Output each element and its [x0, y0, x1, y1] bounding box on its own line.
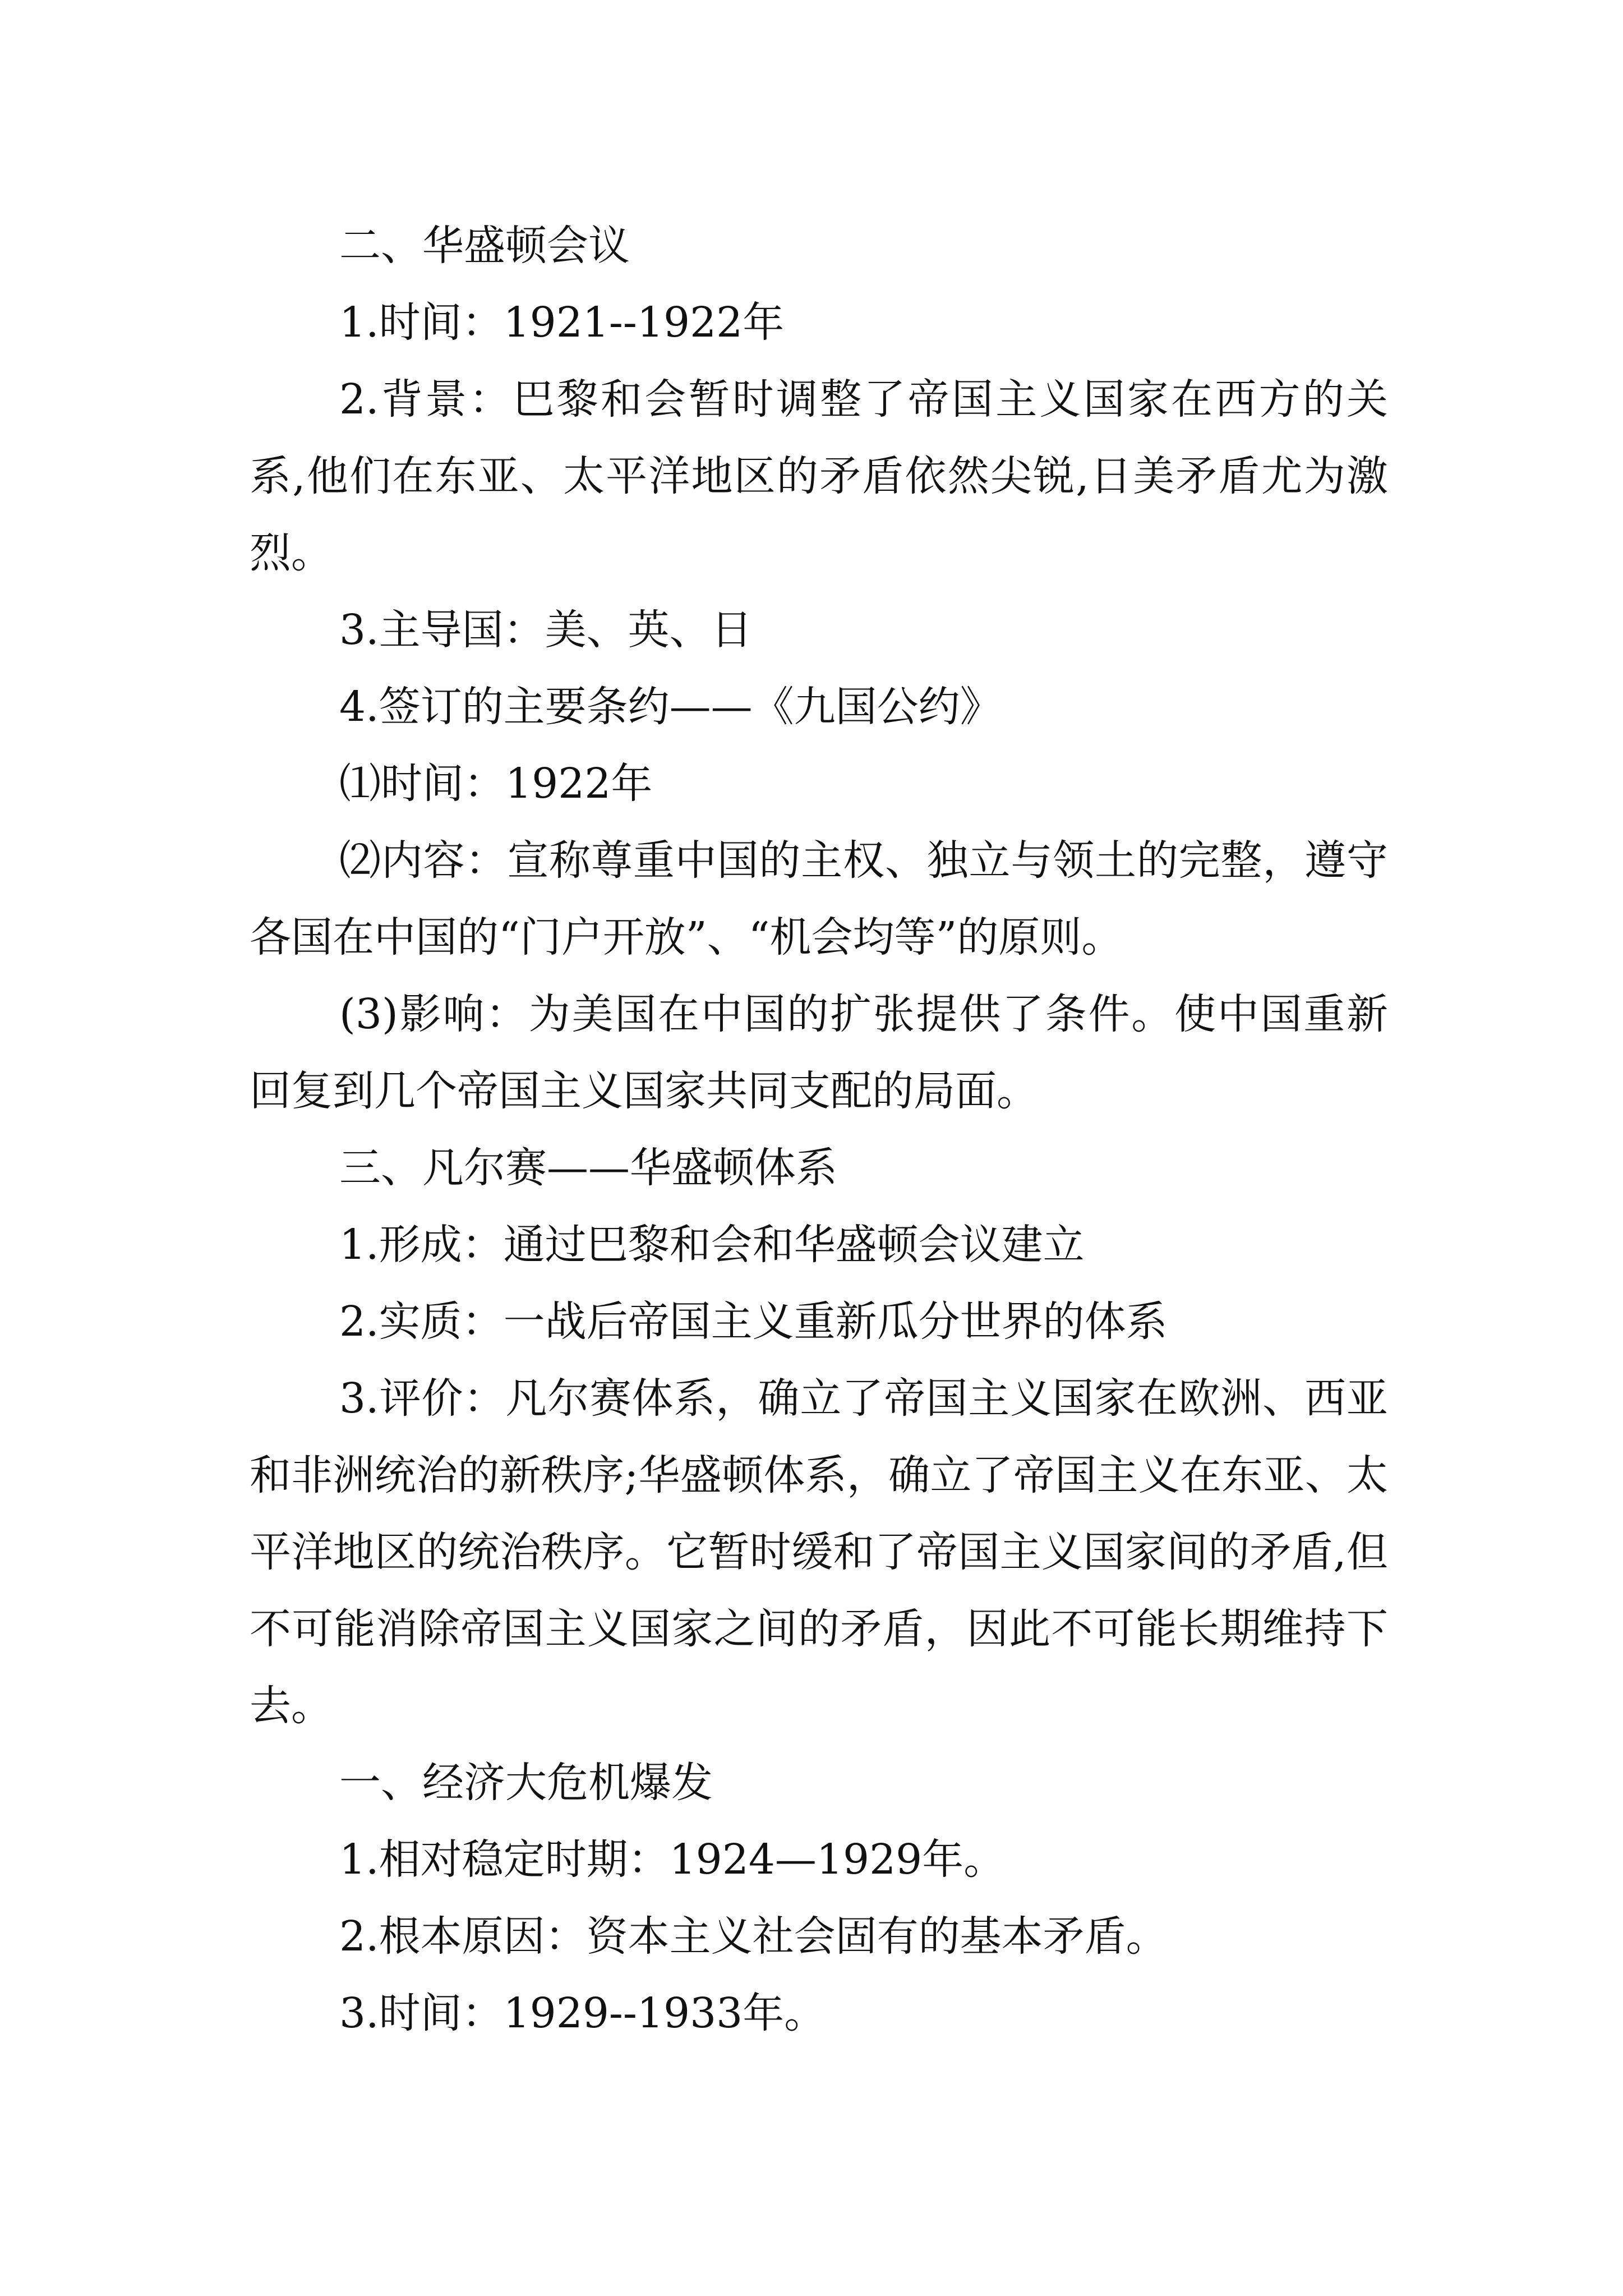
document-page [250, 208, 1388, 2052]
paragraph-formation: 1.形成：通过巴黎和会和华盛顿会议建立 [339, 1221, 1085, 1269]
paragraph-treaty-time: ⑴时间：1922年 [339, 760, 653, 808]
heading-economic-crisis: 一、经济大危机爆发 [339, 1759, 713, 1807]
paragraph-evaluation: 3.评价：凡尔赛体系，确立了帝国主义国家在欧洲、西亚和非洲统治的新秩序;华盛顿体系，确立了帝国主义在东亚、太平洋地区的统治秩序。它暂时缓和了帝国主义国家间的矛盾,但不可能消除帝国主义国家之间的矛盾，因此不可能长期维持下去。 [250, 1374, 1388, 1730]
paragraph-root-cause: 2.根本原因：资本主义社会固有的基本矛盾。 [339, 1912, 1168, 1961]
paragraph-treaty-impact: (3)影响：为美国在中国的扩张提供了条件。使中国重新回复到几个帝国主义国家共同支配的局面。 [250, 990, 1388, 1115]
paragraph-stable-period: 1.相对稳定时期：1924—1929年。 [339, 1835, 1006, 1884]
paragraph-essence: 2.实质：一战后帝国主义重新瓜分世界的体系 [339, 1297, 1168, 1346]
paragraph-time: 1.时间：1921--1922年 [339, 298, 785, 347]
paragraph-leading-countries: 3.主导国：美、英、日 [339, 606, 753, 654]
paragraph-treaty-content: ⑵内容：宣称尊重中国的主权、独立与领土的完整，遵守各国在中国的“门户开放”、“机会均等”的原则。 [250, 836, 1388, 961]
paragraph-background: 2.背景：巴黎和会暂时调整了帝国主义国家在西方的关系,他们在东亚、太平洋地区的矛盾依然尖锐,日美矛盾尤为激烈。 [250, 375, 1388, 577]
paragraph-crisis-time: 3.时间：1929--1933年。 [339, 1989, 826, 2037]
paragraph-main-treaty: 4.签订的主要条约——《九国公约》 [339, 683, 1002, 731]
heading-versailles-washington-system: 三、凡尔赛——华盛顿体系 [339, 1144, 837, 1192]
heading-washington-conference: 二、华盛顿会议 [339, 222, 630, 270]
